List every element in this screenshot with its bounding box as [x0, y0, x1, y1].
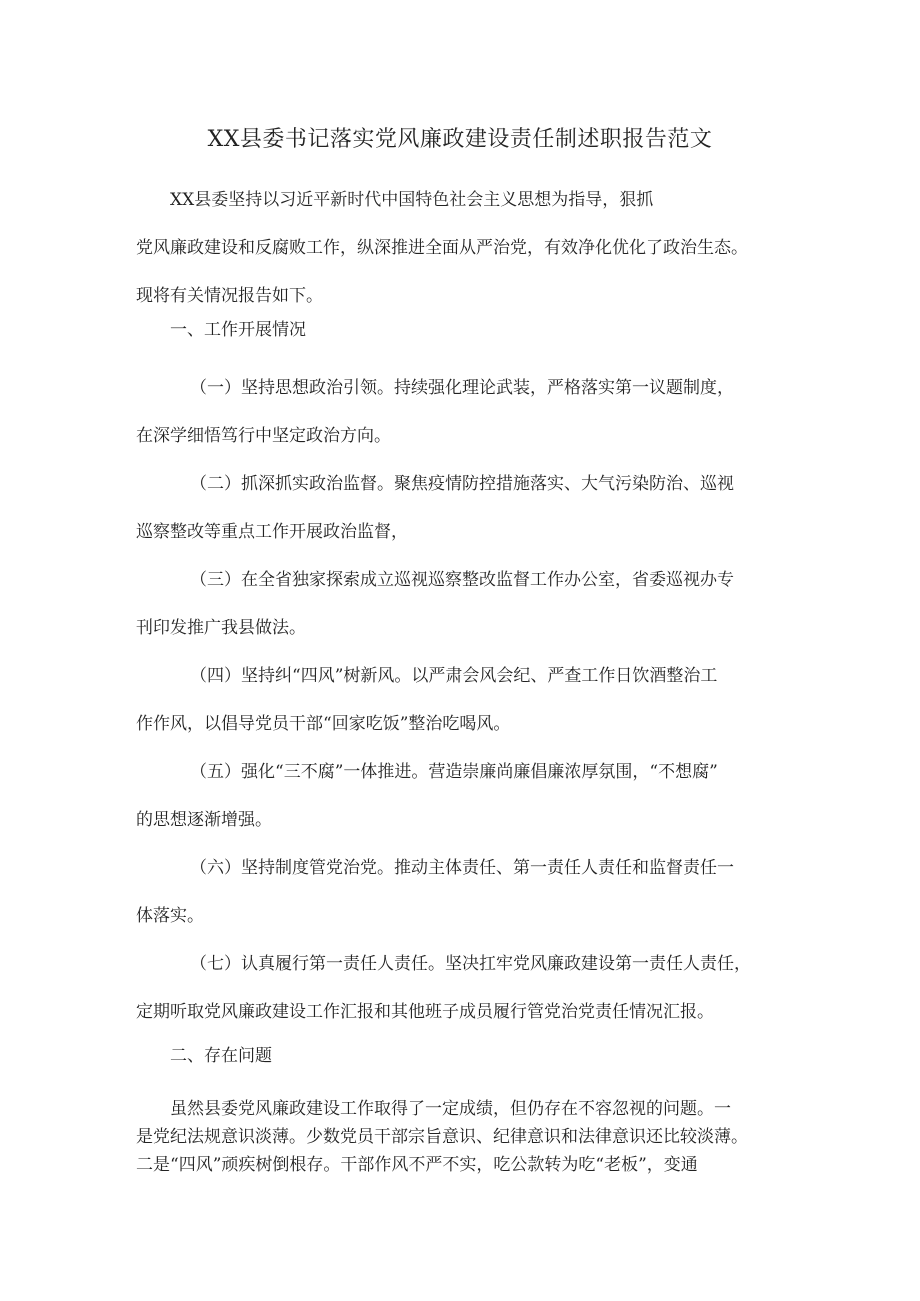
item-3-line-2: 刊印发推广我县做法。: [136, 618, 306, 638]
item-2-line-1: （二）抓深抓实政治监督。聚焦疫情防控措施落实、大气污染防治、巡视: [190, 474, 734, 494]
item-3-line-1: （三）在全省独家探索成立巡视巡察整改监督工作办公室，省委巡视办专: [190, 570, 734, 590]
item-5-line-1: （五）强化“三不腐”一体推进。营造崇廉尚廉倡廉浓厚氛围，“不想腐”: [190, 762, 718, 782]
item-6-line-2: 体落实。: [136, 906, 204, 926]
document-title: XX县委书记落实党风廉政建设责任制述职报告范文: [207, 127, 713, 152]
item-paragraph-5: [136, 748, 796, 844]
item-2-line-2: 巡察整改等重点工作开展政治监督，: [136, 522, 408, 542]
intro-line-3: 现将有关情况报告如下。: [136, 286, 323, 306]
section-heading-1: 一、工作开展情况: [170, 320, 306, 340]
item-paragraph-2: [136, 460, 796, 556]
problems-line-1: 虽然县委党风廉政建设工作取得了一定成绩，但仍存在不容忽视的问题。一: [170, 1099, 731, 1119]
item-paragraph-6: [136, 844, 796, 940]
problems-paragraph: [136, 1095, 796, 1179]
problems-line-3: 二是“四风”顽疾树倒根存。干部作风不严不实，吃公款转为吃“老板”，变通: [136, 1155, 698, 1175]
intro-line-1: XX县委坚持以习近平新时代中国特色社会主义思想为指导，狠抓: [170, 190, 654, 210]
problems-line-2: 是党纪法规意识淡薄。少数党员干部宗旨意识、纪律意识和法律意识还比较淡薄。: [136, 1127, 748, 1147]
item-1-line-1: （一）坚持思想政治引领。持续强化理论武装，严格落实第一议题制度，: [190, 378, 734, 398]
intro-line-2: 党风廉政建设和反腐败工作，纵深推进全面从严治党，有效净化优化了政治生态。: [136, 238, 748, 258]
item-paragraph-1: [136, 364, 796, 460]
item-paragraph-3: [136, 556, 796, 652]
item-4-line-1: （四）坚持纠“四风”树新风。以严肃会风会纪、严查工作日饮酒整治工: [190, 666, 718, 686]
item-1-line-2: 在深学细悟笃行中坚定政治方向。: [136, 426, 391, 446]
intro-paragraph: [136, 176, 796, 320]
item-7-line-1: （七）认真履行第一责任人责任。坚决扛牢党风廉政建设第一责任人责任，: [190, 954, 751, 974]
item-paragraph-4: [136, 652, 796, 748]
item-6-line-1: （六）坚持制度管党治党。推动主体责任、第一责任人责任和监督责任一: [190, 858, 734, 878]
item-paragraph-7: [136, 940, 796, 1036]
item-5-line-2: 的思想逐渐增强。: [136, 810, 272, 830]
item-7-line-2: 定期听取党风廉政建设工作汇报和其他班子成员履行管党治党责任情况汇报。: [136, 1002, 714, 1022]
item-4-line-2: 作作风，以倡导党员干部“回家吃饭”整治吃喝风。: [136, 714, 511, 734]
section-heading-2: 二、存在问题: [170, 1046, 272, 1066]
